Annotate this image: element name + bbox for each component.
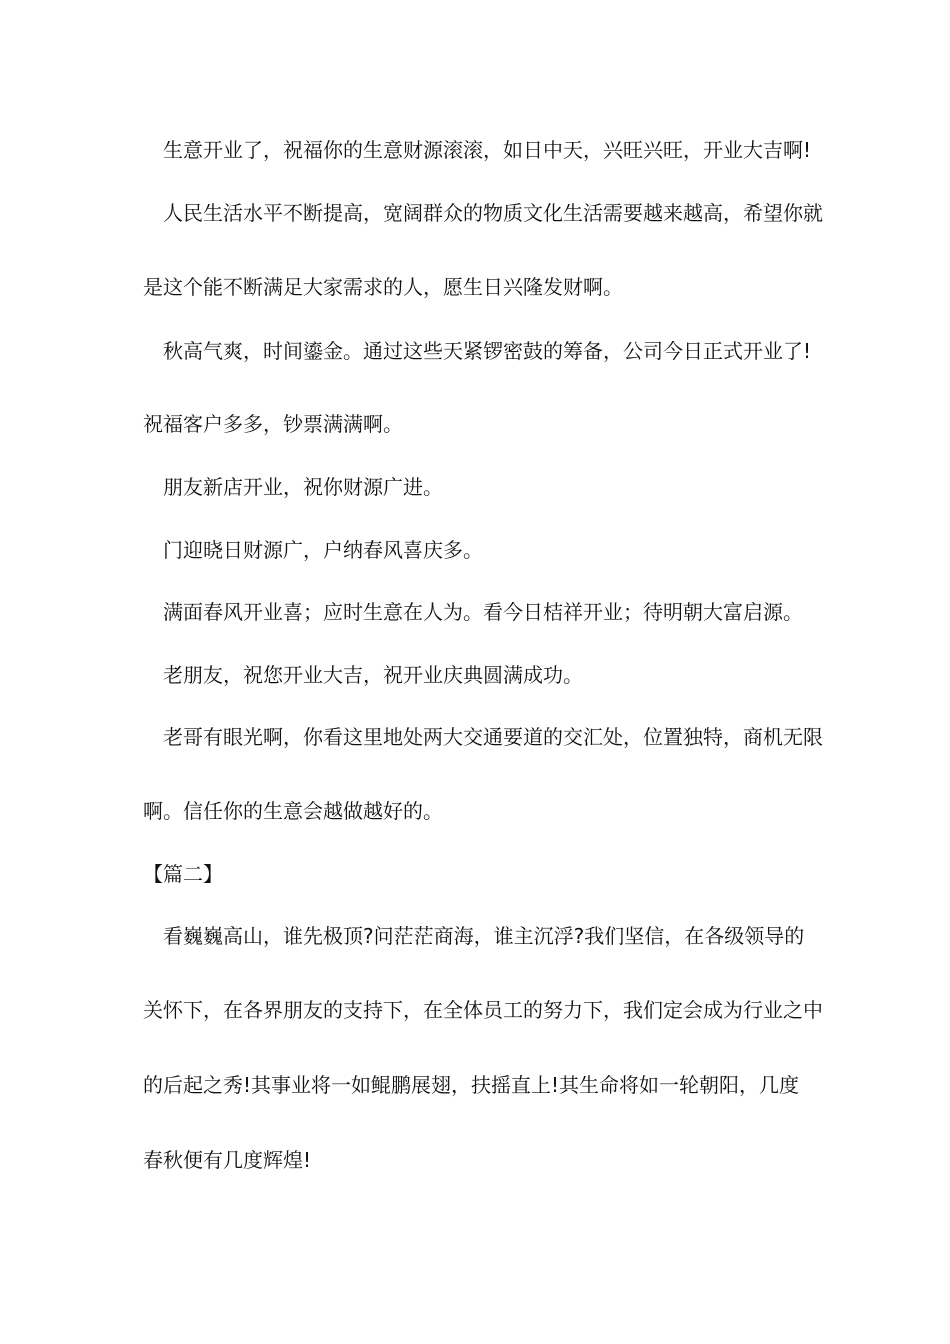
text-line: 春秋便有几度辉煌! <box>143 1148 312 1172</box>
text-line: 啊。信任你的生意会越做越好的。 <box>143 799 443 823</box>
text-line: 生意开业了，祝福你的生意财源滚滚，如日中天，兴旺兴旺，开业大吉啊! <box>143 138 812 162</box>
text-line: 是这个能不断满足大家需求的人，愿生日兴隆发财啊。 <box>143 275 623 299</box>
text-line: 人民生活水平不断提高，宽阔群众的物质文化生活需要越来越高，希望你就 <box>143 201 823 225</box>
text-line: 秋高气爽，时间鎏金。通过这些天紧锣密鼓的筹备，公司今日正式开业了! <box>143 339 812 363</box>
text-line: 关怀下，在各界朋友的支持下，在全体员工的努力下，我们定会成为行业之中 <box>143 998 823 1022</box>
section-heading: 【篇二】 <box>143 862 223 886</box>
text-line: 朋友新店开业，祝你财源广进。 <box>143 475 443 499</box>
text-line: 门迎晓日财源广，户纳春风喜庆多。 <box>143 538 483 562</box>
text-line: 看巍巍高山，谁先极顶?问茫茫商海，谁主沉浮?我们坚信，在各级领导的 <box>143 924 805 948</box>
text-line: 满面春风开业喜；应时生意在人为。看今日桔祥开业；待明朝大富启源。 <box>143 600 803 624</box>
text-line: 的后起之秀!其事业将一如鲲鹏展翅，扶摇直上!其生命将如一轮朝阳，几度 <box>143 1073 800 1097</box>
text-line: 祝福客户多多，钞票满满啊。 <box>143 412 403 436</box>
text-line: 老哥有眼光啊，你看这里地处两大交通要道的交汇处，位置独特，商机无限 <box>143 725 823 749</box>
text-line: 老朋友，祝您开业大吉，祝开业庆典圆满成功。 <box>143 663 583 687</box>
